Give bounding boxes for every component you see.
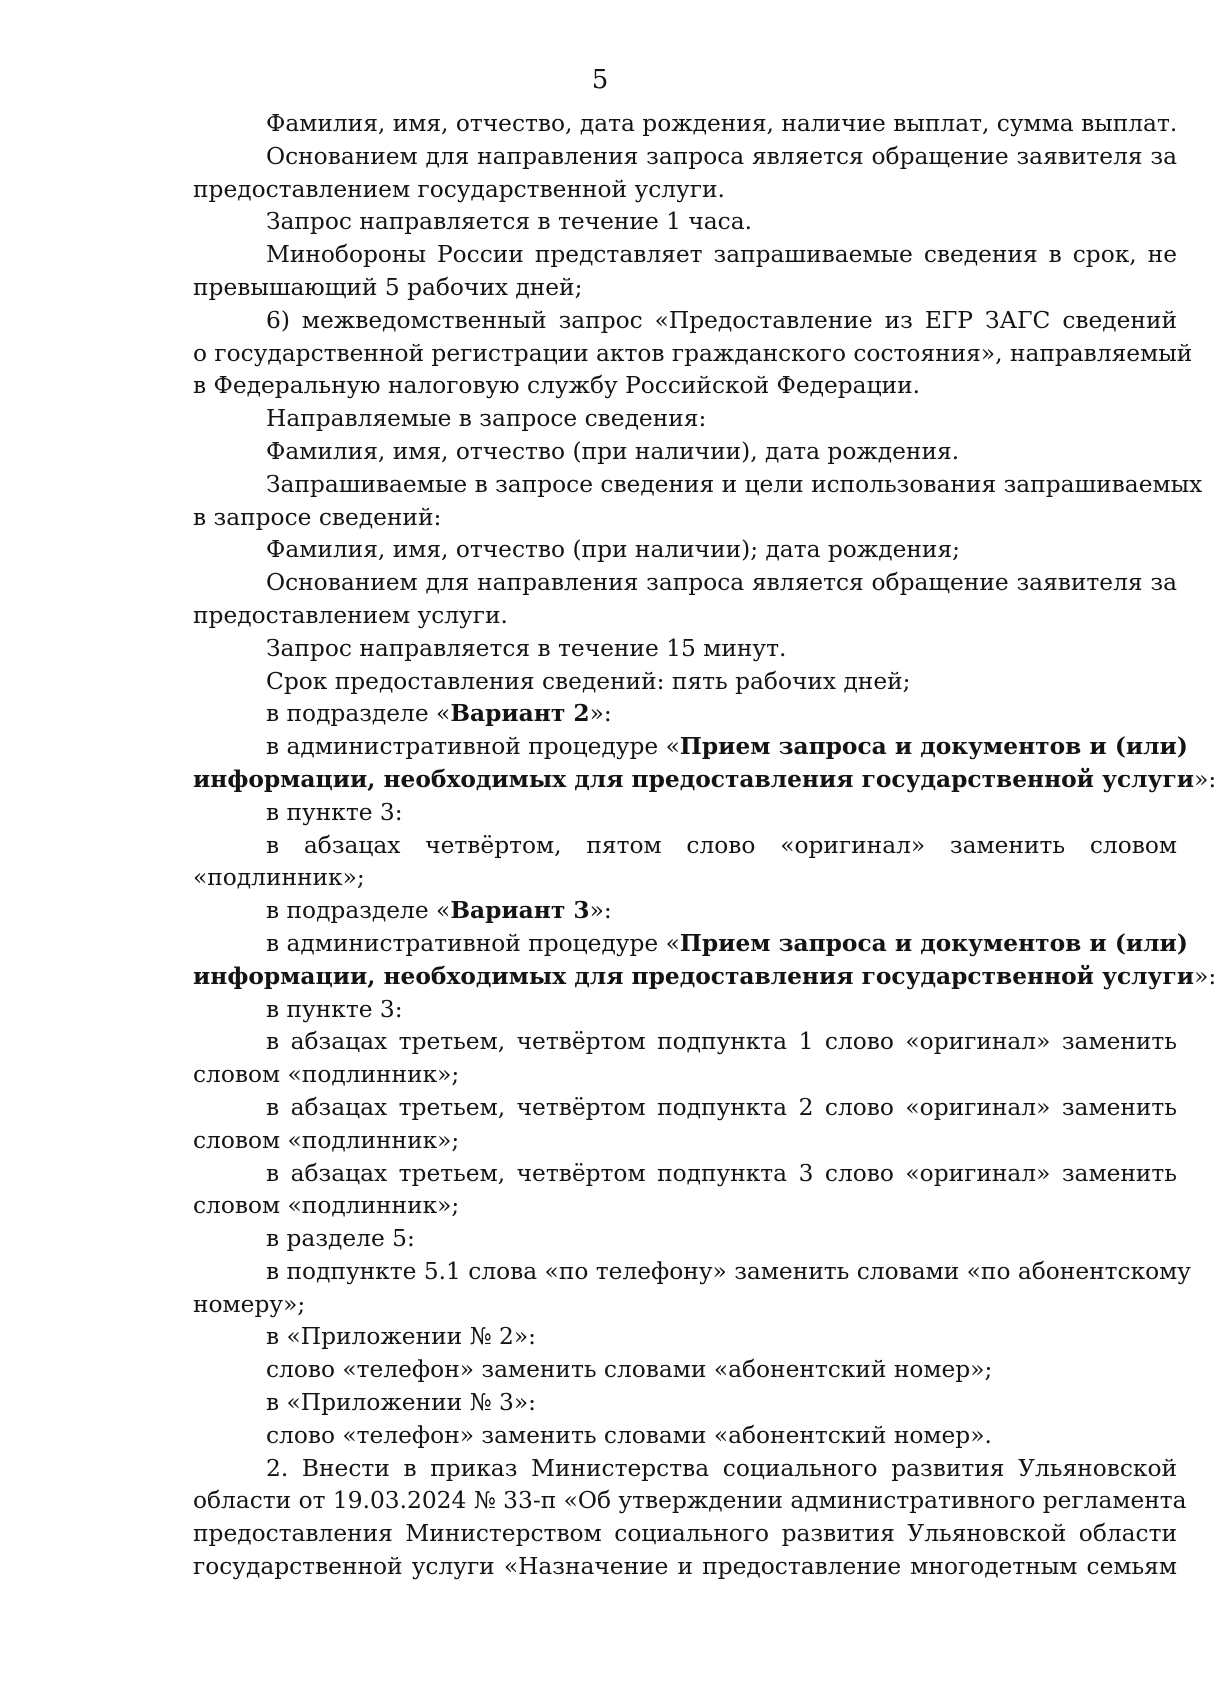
text-segment: »: <box>1194 765 1216 793</box>
text-line: в подпункте 5.1 слова «по телефону» заменить словами «по абонентскому <box>266 1257 1192 1285</box>
text-line: «подлинник»; <box>193 864 365 892</box>
text-line: 2. Внести в приказ Министерства социального развития Ульяновской <box>266 1454 1177 1482</box>
text-line: в Федеральную налоговую службу Российской Федерации. <box>193 372 921 400</box>
text-line: Минобороны России представляет запрашиваемые сведения в срок, не <box>266 241 1177 269</box>
text-line: слово «телефон» заменить словами «абонентский номер». <box>266 1421 992 1449</box>
text-line: Основанием для направления запроса является обращение заявителя за <box>266 142 1177 170</box>
bold-segment: Прием запроса и документов и (или) <box>679 733 1188 761</box>
text-line: слово «телефон» заменить словами «абонентский номер»; <box>266 1356 993 1384</box>
bold-segment: информации, необходимых для предоставления государственной услуги <box>193 765 1195 793</box>
text-line: Основанием для направления запроса является обращение заявителя за <box>266 569 1177 597</box>
text-line: в абзацах третьем, четвёртом подпункта 2 слово «оригинал» заменить <box>266 1093 1177 1121</box>
text-segment: в административной процедуре « <box>266 929 680 957</box>
text-line: предоставлением государственной услуги. <box>193 175 725 203</box>
text-line: словом «подлинник»; <box>193 1061 460 1089</box>
text-segment: »: <box>589 897 612 925</box>
text-line: Фамилия, имя, отчество (при наличии); дата рождения; <box>266 536 960 564</box>
text-line: Запрос направляется в течение 15 минут. <box>266 634 787 662</box>
text-segment: в административной процедуре « <box>266 733 680 761</box>
text-line: в пункте 3: <box>266 995 403 1023</box>
text-line <box>193 928 1188 961</box>
text-line: Направляемые в запросе сведения: <box>266 405 707 433</box>
text-segment: »: <box>589 700 612 728</box>
text-line: словом «подлинник»; <box>193 1192 460 1220</box>
text-line: области от 19.03.2024 № 33-п «Об утверждении административного регламента <box>193 1487 1187 1515</box>
text-line: словом «подлинник»; <box>193 1126 460 1154</box>
bold-segment: информации, необходимых для предоставления государственной услуги <box>193 962 1195 990</box>
document-body <box>193 108 1216 1584</box>
text-line: предоставлением услуги. <box>193 601 508 629</box>
text-line: в абзацах четвёртом, пятом слово «оригинал» заменить словом <box>266 831 1177 859</box>
bold-segment: Прием запроса и документов и (или) <box>679 929 1188 957</box>
text-line <box>193 698 1177 731</box>
text-line: предоставления Министерством социального развития Ульяновской области <box>193 1520 1177 1548</box>
text-line: 6) межведомственный запрос «Предоставление из ЕГР ЗАГС сведений <box>266 306 1177 334</box>
text-segment: в подразделе « <box>266 700 451 728</box>
text-line <box>193 764 1216 797</box>
text-line: Фамилия, имя, отчество (при наличии), дата рождения. <box>266 437 960 465</box>
text-line: в разделе 5: <box>266 1225 415 1253</box>
text-line: о государственной регистрации актов гражданского состояния», направляемый <box>193 339 1193 367</box>
text-segment: »: <box>1194 962 1216 990</box>
text-line: Срок предоставления сведений: пять рабочих дней; <box>266 667 911 695</box>
text-line: Запрашиваемые в запросе сведения и цели использования запрашиваемых <box>266 470 1203 498</box>
text-segment: в подразделе « <box>266 897 451 925</box>
bold-segment: Вариант 2 <box>450 700 590 728</box>
text-line <box>193 961 1216 994</box>
text-line: превышающий 5 рабочих дней; <box>193 273 583 301</box>
text-line: в пункте 3: <box>266 798 403 826</box>
text-line: в абзацах третьем, четвёртом подпункта 1 слово «оригинал» заменить <box>266 1028 1177 1056</box>
text-line <box>193 731 1188 764</box>
text-line: в абзацах третьем, четвёртом подпункта 3 слово «оригинал» заменить <box>266 1159 1177 1187</box>
text-line: в запросе сведений: <box>193 503 442 531</box>
text-line: государственной услуги «Назначение и предоставление многодетным семьям <box>193 1553 1177 1581</box>
text-line <box>193 895 1177 928</box>
text-line: в «Приложении № 2»: <box>266 1323 536 1351</box>
text-line: Фамилия, имя, отчество, дата рождения, наличие выплат, сумма выплат. <box>266 110 1178 137</box>
text-line: номеру»; <box>193 1290 306 1318</box>
page-number: 5 <box>591 65 609 95</box>
text-line: Запрос направляется в течение 1 часа. <box>266 208 753 236</box>
bold-segment: Вариант 3 <box>450 897 590 925</box>
text-line: в «Приложении № 3»: <box>266 1389 536 1417</box>
